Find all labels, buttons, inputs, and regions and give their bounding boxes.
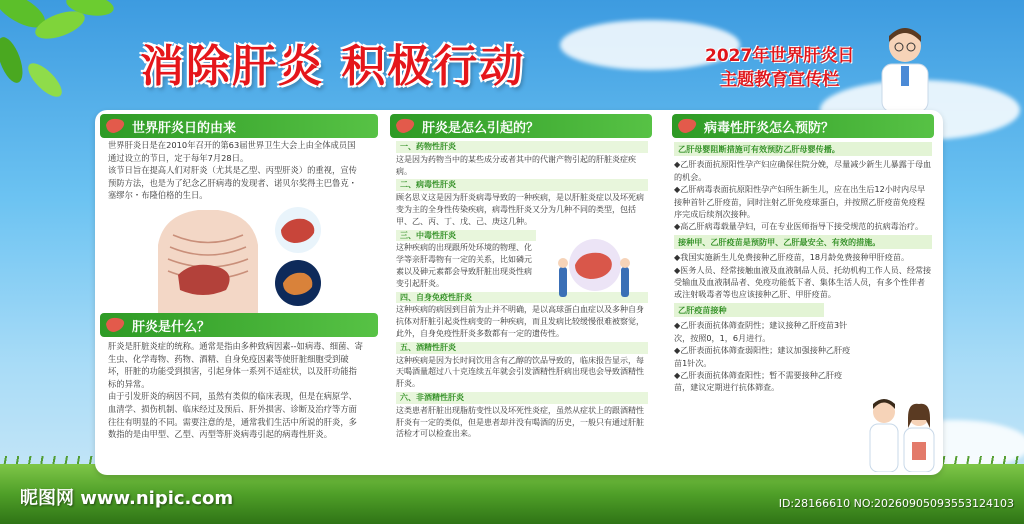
side-title (705, 44, 854, 92)
cause-text-2: 顾名思义这是因为肝炎病毒导致的一种疾病，是以肝脏炎症以及坏死病变为主的全身性传染疾病，病毒性肝炎又分为几种不同的类型，包括甲、乙、丙、丁、戊、己、庚这几种。 (396, 193, 644, 226)
prevent-bullet-1: ◆乙肝表面抗原阳性孕产妇应确保住院分娩，尽量减少新生儿暴露于母血的机会。 (674, 159, 932, 182)
main-title: 消除肝炎 积极行动 (140, 41, 526, 92)
cause-title-2: 二、病毒性肝炎 (396, 179, 648, 191)
anatomy-illustration (118, 205, 333, 313)
prevent-bullet-8: ◆乙肝表面抗体筛查阳性；暂不需要接种乙肝疫苗，建议定期进行抗体筛查。 (674, 369, 843, 393)
what-para2: 由于引发肝炎的病因不同，虽然有类似的临床表现，但是在病原学、血清学、损伤机制、临床经过及预后、肝外损害、诊断及治疗等方面往往有明显的不同。需要注意的是，通常我们生活中所说的肝炎，多数指的是由甲型、乙型、丙型等肝炎病毒引起的病毒性肝炎。 (108, 391, 357, 440)
cause-title-3: 三、中毒性肝炎 (396, 230, 536, 242)
cause-title-1: 一、药物性肝炎 (396, 141, 648, 153)
heading-prevent (672, 114, 934, 138)
what-text (108, 340, 363, 441)
doctors-illustration (862, 392, 942, 472)
cause-text-3: 这种疾病的出现跟所处环境的物理、化学等亲肝毒物有一定的关系，比如磷元素以及砷元素都会导致肝脏出现炎性病变引起肝炎。 (396, 243, 532, 288)
heading-what-label: 肝炎是什么？ (132, 319, 211, 335)
prevent-highlight-2: 接种甲、乙肝疫苗是预防甲、乙肝最安全、有效的措施。 (674, 235, 932, 249)
what-para1: 肝炎是肝脏炎症的统称。通常是指由多种致病因素--如病毒、细菌、寄生虫、化学毒物、药物、酒精、自身免疫因素等使肝脏细胞受到破坏，肝脏的功能受到损害，引起身体一系列不适症状，以及肝功能指标的异常。 (108, 341, 363, 389)
side-title-line2: 主题教育宣传栏 (720, 70, 840, 90)
liver-icon (394, 117, 416, 135)
liver-icon (104, 316, 126, 334)
cause-text-1: 这是因为药物当中的某些成分或者其中的代谢产物引起的肝脏炎症疾病。 (396, 154, 636, 176)
cause-text-4: 这种疾病的病因到目前为止并不明确，是以高球蛋白血症以及多种自身抗体对肝脏引起炎性病变的一种疾病，而且发病比较缓慢很难被察觉，此外，自身免疫性肝炎多数都有一定的遗传性。 (396, 305, 644, 338)
origin-para1: 世界肝炎日是在2010年召开的第63届世界卫生大会上由全体成员国通过设立的节日，定于每年7月28日。 (108, 140, 356, 163)
heading-what (100, 313, 378, 337)
prevent-highlight-3: 乙肝疫苗接种 (674, 303, 824, 317)
cause-title-4: 四、自身免疫性肝炎 (396, 292, 648, 304)
side-title-line1: 2027年世界肝炎日 (705, 46, 855, 66)
prevent-bullet-7: ◆乙肝表面抗体筛查弱阳性；建议加强接种乙肝疫苗1针次。 (674, 345, 851, 368)
cause-title-6: 六、非酒精性肝炎 (396, 392, 648, 404)
prevent-highlight-1: 乙肝母婴阻断措施可有效预防乙肝母婴传播。 (674, 142, 932, 156)
origin-para2: 该节日旨在提高人们对肝炎（尤其是乙型、丙型肝炎）的重视，宣传预防方法，也是为了纪念乙肝病毒的发现者、诺贝尔奖得主巴鲁克・塞缪尔・布隆伯格的生日。 (108, 165, 357, 201)
origin-text (108, 139, 358, 202)
liver-icon (676, 117, 698, 135)
liver-icon (104, 117, 126, 135)
cause-text-5: 这种疾病是因为长时间饮用含有乙醇的饮品导致的，临床报告显示，每天喝酒量超过八十克连续五年就会引发酒精性肝病出现也会导致酒精性肝炎。 (396, 355, 644, 389)
prevent-bullet-5: ◆医务人员、经常接触血液及血液制品人员、托幼机构工作人员、经常接受输血及血液制品者、免疫功能低下者、集体生活人员，有多个性伴者或注射吸毒者等也应该接种乙肝、甲肝疫苗。 (674, 264, 932, 300)
image-id: ID:28166610 NO:20260905093553124103 (778, 497, 1014, 510)
doctor-illustration (870, 22, 940, 112)
cause-title-5: 五、酒精性肝炎 (396, 342, 648, 354)
heading-origin-label: 世界肝炎日的由来 (132, 120, 237, 136)
heading-origin (100, 114, 378, 138)
lab-illustration (545, 237, 645, 301)
heading-prevent-label: 病毒性肝炎怎么预防？ (704, 120, 835, 136)
heading-cause (390, 114, 652, 138)
prevent-bullet-6: ◆乙肝表面抗体筛查阴性；建议接种乙肝疫苗3针次，按照0，1，6月进行。 (674, 320, 848, 343)
prevent-bullet-4: ◆我国实施新生儿免费接种乙肝疫苗，18月龄免费接种甲肝疫苗。 (674, 252, 910, 263)
prevent-bullet-3: ◆高乙肝病毒载量孕妇，可在专业医师指导下接受规范的抗病毒治疗。 (674, 221, 924, 232)
prevent-bullet-2: ◆乙肝病毒表面抗原阳性孕产妇所生新生儿，应在出生后12小时内尽早接种首针乙肝疫苗，同时注射乙肝免疫球蛋白，并按照乙肝疫苗免疫程序完成后续剂次接种。 (674, 184, 926, 220)
cause-text-6: 这类患者肝脏出现脂肪变性以及坏死性炎症，虽然从症状上的跟酒精性肝炎有一定的类似，但是患者却并没有喝酒的历史，一般只有通过肝脏活检才可以检查出来。 (396, 405, 644, 439)
heading-cause-label: 肝炎是怎么引起的？ (422, 120, 540, 136)
prevent-text (674, 140, 932, 394)
watermark: 昵图网 www.nipic.com (20, 488, 234, 509)
